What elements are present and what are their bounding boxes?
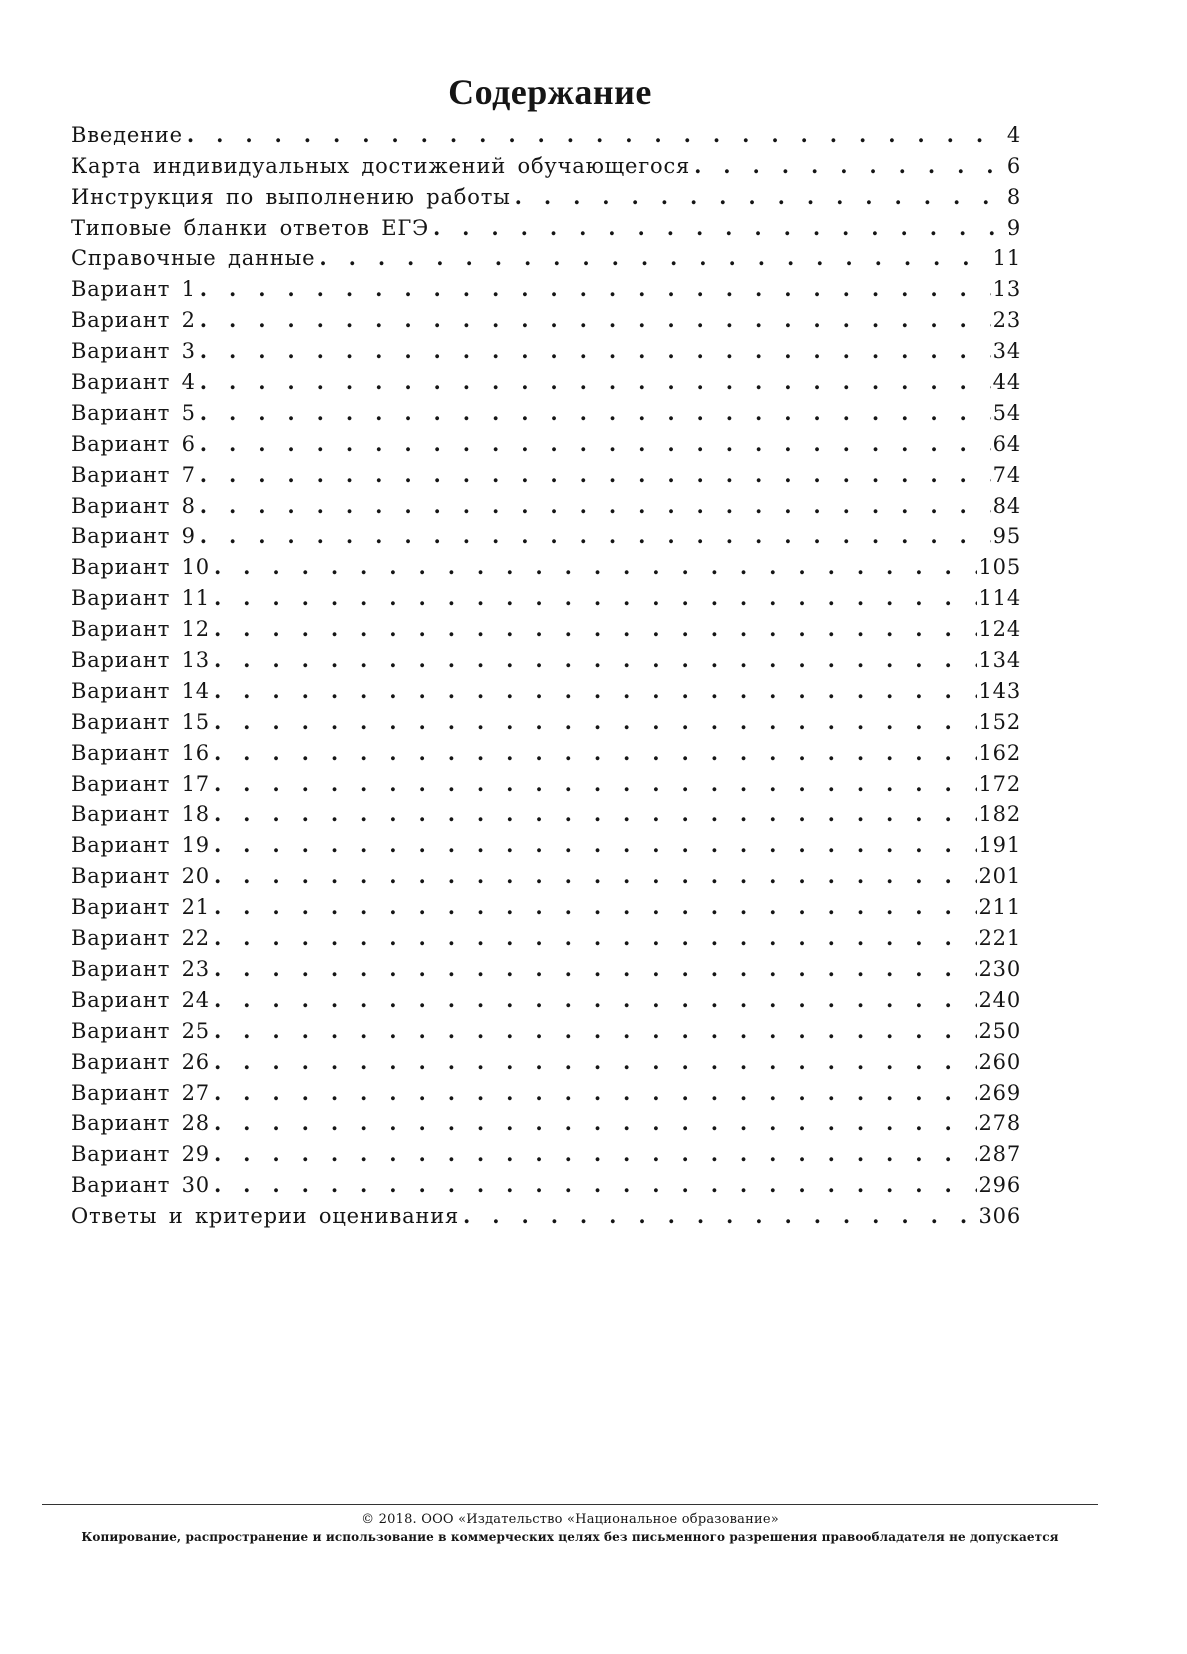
toc-entry[interactable]	[71, 1013, 1021, 1044]
toc-leader-dots	[214, 801, 977, 827]
toc-entry[interactable]	[71, 858, 1021, 889]
toc-leader-dots	[214, 863, 977, 889]
footer-copy-notice: Копирование, распространение и использование в коммерческих целях без письменного разрешения правообладателя не допускается	[81, 1530, 1059, 1544]
toc-entry-page: 287	[978, 1142, 1021, 1167]
toc-entry[interactable]	[71, 673, 1021, 704]
toc-entry[interactable]	[71, 580, 1021, 611]
toc-entry-label: Вариант 20	[71, 864, 210, 889]
toc-entry-page: 6	[1006, 153, 1021, 178]
toc-entry[interactable]	[71, 488, 1021, 519]
toc-leader-dots	[200, 431, 991, 457]
toc-entry[interactable]	[71, 333, 1021, 364]
toc-entry[interactable]	[71, 519, 1021, 550]
toc-leader-dots	[200, 493, 991, 519]
toc-entry[interactable]	[71, 827, 1021, 858]
toc-entry-label: Вариант 21	[71, 895, 210, 920]
toc-leader-dots	[214, 894, 977, 920]
toc-entry-label: Вариант 16	[71, 740, 210, 765]
toc-entry[interactable]	[71, 117, 1021, 148]
toc-entry[interactable]	[71, 951, 1021, 982]
toc-entry-page: 44	[992, 370, 1021, 395]
toc-leader-dots	[214, 987, 977, 1013]
toc-entry[interactable]	[71, 889, 1021, 920]
toc-leader-dots	[214, 956, 977, 982]
toc-leader-dots	[214, 1172, 977, 1198]
toc-entry-label: Введение	[71, 122, 183, 147]
toc-entry-page: 54	[992, 400, 1021, 425]
toc-entry-page: 182	[978, 802, 1021, 827]
toc-entry-page: 162	[978, 740, 1021, 765]
toc-leader-dots	[463, 1203, 976, 1229]
toc-entry-page: 296	[978, 1173, 1021, 1198]
toc-entry-page: 260	[978, 1049, 1021, 1074]
toc-entry-label: Вариант 1	[71, 277, 196, 302]
toc-leader-dots	[200, 369, 991, 395]
toc-entry-label: Инструкция по выполнению работы	[71, 184, 511, 209]
toc-leader-dots	[187, 122, 1005, 148]
toc-entry-page: 240	[978, 987, 1021, 1012]
footer-divider	[42, 1504, 1098, 1505]
toc-leader-dots	[214, 832, 977, 858]
toc-entry[interactable]	[71, 364, 1021, 395]
toc-entry-label: Вариант 5	[71, 400, 196, 425]
toc-leader-dots	[214, 585, 977, 611]
toc-entry-label: Вариант 29	[71, 1142, 210, 1167]
toc-entry-label: Вариант 23	[71, 956, 210, 981]
toc-entry-label: Вариант 25	[71, 1018, 210, 1043]
toc-leader-dots	[214, 554, 977, 580]
toc-leader-dots	[214, 678, 977, 704]
toc-entry-label: Вариант 18	[71, 802, 210, 827]
toc-leader-dots	[200, 276, 991, 302]
toc-entry[interactable]	[71, 549, 1021, 580]
toc-entry-page: 152	[978, 709, 1021, 734]
footer-copyright: © 2018. ООО «Издательство «Национальное образование»	[361, 1512, 779, 1527]
toc-entry-label: Вариант 9	[71, 524, 196, 549]
toc-leader-dots	[214, 647, 977, 673]
toc-entry-page: 114	[978, 586, 1021, 611]
toc-entry-label: Вариант 10	[71, 555, 210, 580]
toc-entry[interactable]	[71, 1167, 1021, 1198]
toc-entry-page: 143	[978, 678, 1021, 703]
toc-entry-page: 230	[978, 956, 1021, 981]
toc-entry-page: 221	[978, 926, 1021, 951]
toc-entry-page: 211	[978, 895, 1021, 920]
toc-entry-label: Вариант 19	[71, 833, 210, 858]
toc-entry-page: 23	[992, 308, 1021, 333]
toc-entry-page: 278	[978, 1111, 1021, 1136]
toc-leader-dots	[200, 462, 991, 488]
toc-entry-label: Вариант 30	[71, 1173, 210, 1198]
toc-entry[interactable]	[71, 179, 1021, 210]
toc-entry[interactable]	[71, 210, 1021, 241]
toc-entry-page: 172	[978, 771, 1021, 796]
toc-leader-dots	[214, 925, 977, 951]
toc-entry[interactable]	[71, 302, 1021, 333]
toc-leader-dots	[214, 771, 977, 797]
toc-entry[interactable]	[71, 241, 1021, 272]
toc-entry-page: 74	[992, 462, 1021, 487]
toc-entry-label: Вариант 7	[71, 462, 196, 487]
toc-entry[interactable]	[71, 148, 1021, 179]
toc-entry-label: Вариант 15	[71, 709, 210, 734]
toc-entry-page: 105	[978, 555, 1021, 580]
toc-entry-page: 134	[978, 648, 1021, 673]
toc-entry[interactable]	[71, 1106, 1021, 1137]
toc-leader-dots	[200, 400, 991, 426]
toc-entry-label: Вариант 22	[71, 926, 210, 951]
toc-entry-label: Типовые бланки ответов ЕГЭ	[71, 215, 429, 240]
table-of-contents	[71, 117, 1021, 1229]
toc-entry-label: Вариант 27	[71, 1080, 210, 1105]
toc-entry-page: 34	[992, 339, 1021, 364]
toc-entry-page: 9	[1006, 215, 1021, 240]
toc-entry-label: Вариант 8	[71, 493, 196, 518]
toc-leader-dots	[214, 1080, 977, 1106]
toc-leader-dots	[515, 184, 1005, 210]
toc-entry[interactable]	[71, 1136, 1021, 1167]
toc-entry-label: Вариант 6	[71, 431, 196, 456]
toc-entry-page: 250	[978, 1018, 1021, 1043]
toc-entry-label: Вариант 12	[71, 617, 210, 642]
toc-entry[interactable]	[71, 1044, 1021, 1075]
toc-entry[interactable]	[71, 797, 1021, 828]
toc-entry[interactable]	[71, 611, 1021, 642]
toc-entry-page: 124	[978, 617, 1021, 642]
toc-entry[interactable]	[71, 704, 1021, 735]
toc-entry[interactable]	[71, 982, 1021, 1013]
toc-entry[interactable]	[71, 766, 1021, 797]
toc-entry-page: 64	[992, 431, 1021, 456]
toc-entry-label: Вариант 4	[71, 370, 196, 395]
toc-entry-label: Вариант 28	[71, 1111, 210, 1136]
toc-leader-dots	[200, 523, 991, 549]
toc-entry[interactable]	[71, 642, 1021, 673]
toc-leader-dots	[214, 740, 977, 766]
toc-leader-dots	[694, 153, 1005, 179]
toc-leader-dots	[200, 338, 991, 364]
toc-leader-dots	[214, 1141, 977, 1167]
toc-entry-label: Вариант 24	[71, 987, 210, 1012]
toc-entry[interactable]	[71, 1075, 1021, 1106]
toc-entry[interactable]	[71, 395, 1021, 426]
toc-entry[interactable]	[71, 920, 1021, 951]
toc-entry-page: 201	[978, 864, 1021, 889]
toc-entry-page: 4	[1006, 122, 1021, 147]
toc-entry-label: Вариант 2	[71, 308, 196, 333]
toc-entry-page: 8	[1006, 184, 1021, 209]
toc-entry-page: 269	[978, 1080, 1021, 1105]
toc-entry-label: Вариант 17	[71, 771, 210, 796]
toc-leader-dots	[214, 1018, 977, 1044]
toc-entry-label: Вариант 14	[71, 678, 210, 703]
toc-leader-dots	[433, 215, 1005, 241]
toc-entry-label: Вариант 26	[71, 1049, 210, 1074]
toc-leader-dots	[200, 307, 991, 333]
toc-entry[interactable]	[71, 426, 1021, 457]
toc-entry-page: 13	[992, 277, 1021, 302]
page-title: Содержание	[448, 72, 652, 113]
toc-leader-dots	[214, 1049, 977, 1075]
toc-entry[interactable]	[71, 1198, 1021, 1229]
toc-entry-label: Вариант 3	[71, 339, 196, 364]
toc-entry[interactable]	[71, 271, 1021, 302]
toc-entry[interactable]	[71, 457, 1021, 488]
toc-entry-label: Ответы и критерии оценивания	[71, 1204, 460, 1229]
toc-entry-page: 95	[992, 524, 1021, 549]
toc-entry[interactable]	[71, 735, 1021, 766]
toc-entry-page: 84	[992, 493, 1021, 518]
toc-entry-page: 191	[978, 833, 1021, 858]
toc-entry-label: Карта индивидуальных достижений обучающегося	[71, 153, 691, 178]
toc-entry-label: Вариант 13	[71, 648, 210, 673]
toc-leader-dots	[214, 616, 977, 642]
toc-entry-page: 11	[992, 246, 1021, 271]
toc-leader-dots	[214, 709, 977, 735]
toc-entry-label: Вариант 11	[71, 586, 210, 611]
toc-leader-dots	[214, 1110, 977, 1136]
toc-entry-page: 306	[978, 1204, 1021, 1229]
toc-leader-dots	[319, 245, 990, 271]
toc-entry-label: Справочные данные	[71, 246, 316, 271]
